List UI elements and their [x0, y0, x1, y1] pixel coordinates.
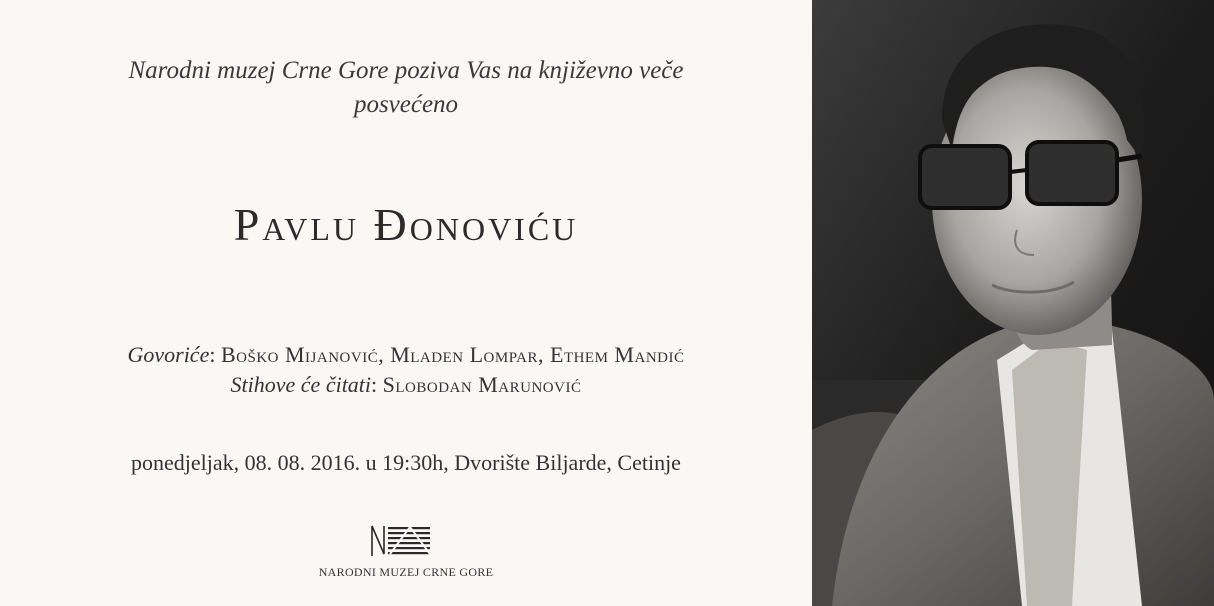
speakers-names: Boško Mijanović, Mladen Lompar, Ethem Mandić [220, 342, 685, 367]
museum-name: NARODNI MUZEJ CRNE GORE [318, 565, 494, 579]
speakers-line: Govoriće: Boško Mijanović, Mladen Lompar, Ethem Mandić [127, 342, 685, 367]
readers-names: Slobodan Marunović [382, 372, 582, 397]
honoree-title: Pavlu Đonoviću [233, 199, 579, 250]
readers-label: Stihove će čitati [230, 372, 372, 397]
portrait-photo [812, 0, 1214, 606]
intro-line-2: posvećeno [353, 91, 459, 118]
intro-line-1: Narodni muzej Crne Gore poziva Vas na književno veče [128, 57, 684, 84]
museum-logo-icon [370, 524, 434, 558]
readers-line: Stihove će čitati: Slobodan Marunović [230, 372, 582, 397]
speakers-label: Govoriće [127, 342, 210, 367]
event-details: ponedjeljak, 08. 08. 2016. u 19:30h, Dvorište Biljarde, Cetinje [131, 450, 681, 475]
speakers-block [0, 340, 812, 400]
intro-text [0, 54, 812, 122]
